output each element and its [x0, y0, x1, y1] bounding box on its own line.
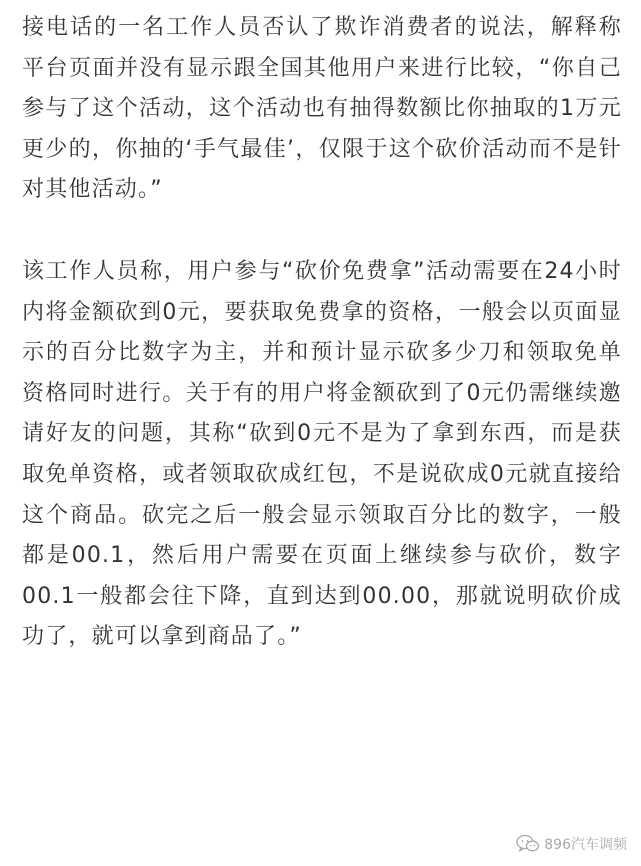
- article-body: [22, 8, 622, 658]
- wechat-icon: [516, 834, 540, 854]
- paragraph-2: 该工作人员称，用户参与“砍价免费拿”活动需要在24小时内将金额砍到0元，要获取免费拿的资格，一般会以页面显示的百分比数字为主，并和预计显示砍多少刀和领取免单资格同时进行。关于有的用户将金额砍到了0元仍需继续邀请好友的问题，其称“砍到0元不是为了拿到东西，而是获取免单资格，或者领取砍成红包，不是说砍成0元就直接给这个商品。砍完之后一般会显示领取百分比的数字，一般都是00.1，然后用户需要在页面上继续参与砍价，数字00.1一般都会往下降，直到达到00.00，那就说明砍价成功了，就可以拿到商品了。”: [22, 258, 622, 650]
- watermark-text: 896汽车调频: [544, 837, 627, 853]
- paragraph-1: 接电话的一名工作人员否认了欺诈消费者的说法，解释称平台页面并没有显示跟全国其他用户来进行比较，“你自己参与了这个活动，这个活动也有抽得数额比你抽取的1万元更少的，你抽的‘手气最佳’，仅限于这个砍价活动而不是针对其他活动。”: [22, 15, 622, 203]
- source-watermark: [516, 834, 627, 854]
